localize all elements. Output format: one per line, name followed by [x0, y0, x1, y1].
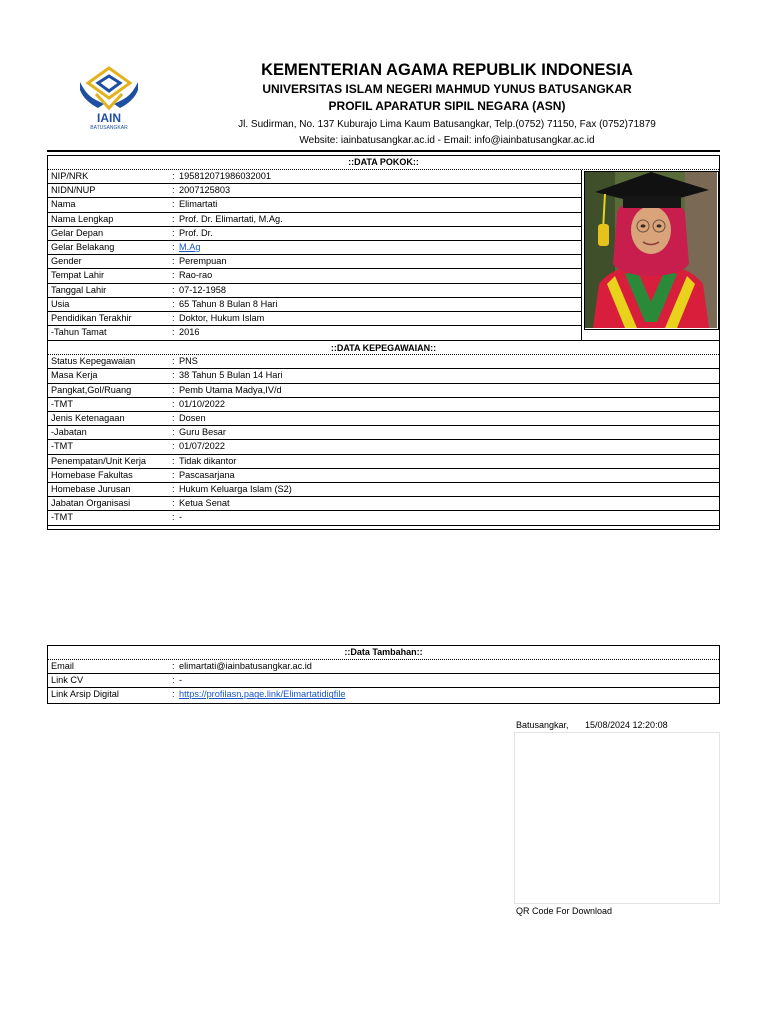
data-tambahan-heading: ::Data Tambahan::	[48, 646, 719, 660]
table-row: Status Kepegawaian : PNS	[48, 355, 719, 369]
row-label: Masa Kerja	[51, 370, 98, 381]
row-value: Dosen	[179, 413, 206, 423]
table-row: Email : elimartati@iainbatusangkar.ac.id	[48, 660, 719, 674]
row-value: Perempuan	[179, 256, 227, 267]
letterhead	[160, 60, 734, 148]
row-label: Email	[51, 661, 74, 671]
row-value: PNS	[179, 356, 198, 367]
archive-link[interactable]: https://profilasn.page.link/Elimartatidigfile	[179, 689, 346, 700]
table-row: Homebase Fakultas : Pascasarjana	[48, 469, 719, 483]
row-value: -	[179, 512, 183, 523]
table-row: -Jabatan : Guru Besar	[48, 426, 719, 440]
row-value: 2016	[179, 327, 200, 338]
row-value: 07-12-1958	[179, 284, 226, 295]
row-label: Tempat Lahir	[51, 270, 105, 281]
table-row: Jabatan Organisasi : Ketua Senat	[48, 497, 719, 511]
data-pokok-heading: ::DATA POKOK::	[48, 156, 719, 170]
logo-subtext: BATUSANGKAR	[90, 125, 128, 130]
table-row: -TMT : 01/10/2022	[48, 398, 719, 412]
row-label: NIDN/NUP	[51, 185, 96, 196]
row-value: -	[179, 675, 183, 686]
row-label: -Tahun Tamat	[51, 327, 107, 338]
row-label: Status Kepegawaian	[51, 356, 136, 367]
row-value: 01/07/2022	[179, 441, 225, 452]
row-value: Elimartati	[179, 199, 218, 210]
row-label: Link CV	[51, 675, 84, 686]
row-label: Nama	[51, 199, 76, 210]
table-row: Nama : Elimartati	[48, 198, 582, 212]
table-row: Masa Kerja : 38 Tahun 5 Bulan 14 Hari	[48, 369, 719, 383]
table-row: Tempat Lahir : Rao-rao	[48, 269, 582, 283]
row-label: Jabatan Organisasi	[51, 498, 131, 509]
data-pokok-table	[47, 155, 720, 530]
row-value: Rao-rao	[179, 270, 213, 281]
signature-date	[516, 719, 668, 731]
data-kepegawaian-heading: ::DATA KEPEGAWAIAN::	[48, 340, 719, 355]
table-row: -Tahun Tamat : 2016	[48, 326, 582, 340]
address-line: Jl. Sudirman, No. 137 Kuburajo Lima Kaum Batusangkar, Telp.(0752) 71150, Fax (0752)71879	[238, 119, 656, 130]
table-row: Usia : 65 Tahun 8 Bulan 8 Hari	[48, 298, 582, 312]
row-label: Usia	[51, 298, 70, 309]
row-value: Tidak dikantor	[179, 455, 237, 466]
qr-code-area[interactable]	[514, 732, 720, 904]
row-label: -TMT	[51, 398, 73, 409]
profile-photo	[584, 171, 719, 330]
profile-title: PROFIL APARATUR SIPIL NEGARA (ASN)	[328, 99, 566, 113]
row-value: Prof. Dr.	[179, 227, 213, 238]
row-label: -TMT	[51, 512, 73, 523]
row-label: Jenis Ketenagaan	[51, 413, 125, 423]
row-value: Guru Besar	[179, 427, 226, 438]
table-row: Pendidikan Terakhir : Doktor, Hukum Islam	[48, 312, 582, 326]
table-row: Jenis Ketenagaan : Dosen	[48, 412, 719, 426]
table-row: Gender : Perempuan	[48, 255, 582, 269]
row-label: NIP/NRK	[51, 171, 89, 181]
row-value: 2007125803	[179, 185, 231, 196]
row-label: Pangkat,Gol/Ruang	[51, 384, 132, 395]
institution-logo	[74, 64, 144, 130]
row-value: Prof. Dr. Elimartati, M.Ag.	[179, 213, 283, 224]
table-row: Link CV : -	[48, 674, 719, 688]
university-title: UNIVERSITAS ISLAM NEGERI MAHMUD YUNUS BATUSANGKAR	[262, 82, 632, 96]
row-value: Ketua Senat	[179, 498, 230, 509]
table-row: NIP/NRK : 195812071986032001	[48, 170, 582, 184]
row-label: Gender	[51, 256, 82, 267]
row-label: Pendidikan Terakhir	[51, 312, 132, 323]
data-tambahan-table	[47, 645, 720, 704]
qr-code-caption: QR Code For Download	[516, 906, 613, 916]
table-row: -TMT : 01/07/2022	[48, 440, 719, 454]
table-row: Pangkat,Gol/Ruang : Pemb Utama Madya,IV/d	[48, 384, 719, 398]
row-value: 38 Tahun 5 Bulan 14 Hari	[179, 370, 283, 381]
row-value: Pascasarjana	[179, 469, 235, 480]
row-label: Homebase Jurusan	[51, 483, 131, 494]
gelar-belakang-link[interactable]: M.Ag	[179, 241, 201, 252]
table-row: Tanggal Lahir : 07-12-1958	[48, 284, 582, 298]
table-row: Nama Lengkap : Prof. Dr. Elimartati, M.Ag.	[48, 213, 582, 227]
row-value: Hukum Keluarga Islam (S2)	[179, 483, 292, 494]
row-label: Tanggal Lahir	[51, 284, 107, 295]
header-divider	[47, 150, 720, 152]
row-label: Penempatan/Unit Kerja	[51, 455, 146, 466]
row-value: 01/10/2022	[179, 398, 225, 409]
row-label: -TMT	[51, 441, 73, 452]
table-row: Gelar Depan : Prof. Dr.	[48, 227, 582, 241]
row-label: -Jabatan	[51, 427, 87, 438]
row-label: Link Arsip Digital	[51, 689, 119, 700]
table-row: Gelar Belakang : M.Ag	[48, 241, 582, 255]
row-value: Pemb Utama Madya,IV/d	[179, 384, 282, 395]
email-value: elimartati@iainbatusangkar.ac.id	[179, 661, 312, 671]
row-label: Nama Lengkap	[51, 213, 114, 224]
table-row: Link Arsip Digital : https://profilasn.page.link/Elimartatidigfile	[51, 689, 346, 700]
table-row: Homebase Jurusan : Hukum Keluarga Islam (S2)	[48, 483, 719, 497]
datetime-label: 15/08/2024 12:20:08	[585, 720, 668, 730]
row-label: Homebase Fakultas	[51, 469, 133, 480]
logo-text: IAIN	[97, 111, 121, 125]
contact-line: Website: iainbatusangkar.ac.id - Email: info@iainbatusangkar.ac.id	[299, 135, 595, 146]
table-row: -TMT : -	[48, 511, 719, 525]
table-row: Penempatan/Unit Kerja : Tidak dikantor	[48, 455, 719, 469]
row-label: Gelar Belakang	[51, 241, 115, 252]
place-label: Batusangkar,	[516, 720, 569, 730]
row-label: Gelar Depan	[51, 227, 104, 238]
row-value: 65 Tahun 8 Bulan 8 Hari	[179, 298, 278, 309]
ministry-title: KEMENTERIAN AGAMA REPUBLIK INDONESIA	[261, 61, 633, 79]
row-value: 195812071986032001	[179, 171, 271, 181]
row-value: Doktor, Hukum Islam	[179, 312, 265, 323]
table-row: NIDN/NUP : 2007125803	[48, 184, 582, 198]
